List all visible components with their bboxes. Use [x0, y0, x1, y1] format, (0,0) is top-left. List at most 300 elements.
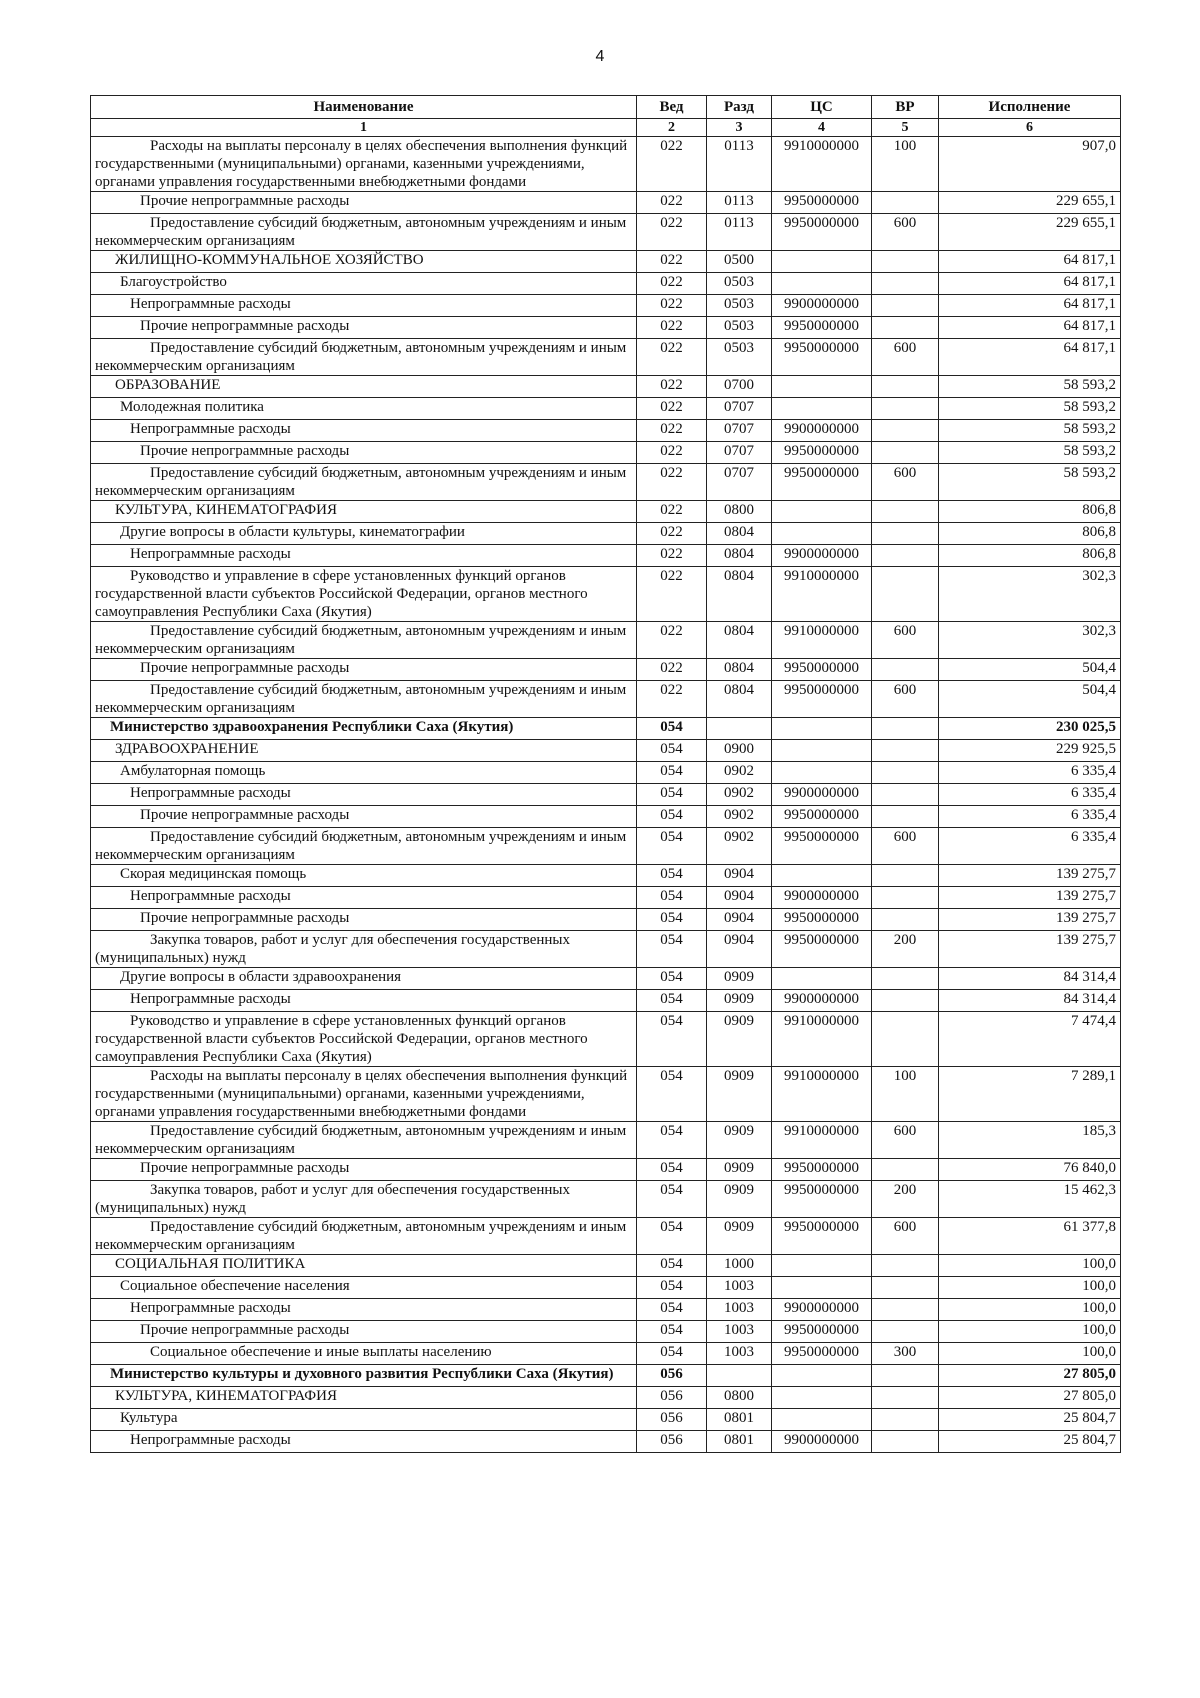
- cell-amount: 229 655,1: [939, 192, 1121, 214]
- cell-ved: 054: [637, 1012, 707, 1067]
- cell-amount: 7 474,4: [939, 1012, 1121, 1067]
- cell-razd: [707, 718, 772, 740]
- cell-cs: [772, 501, 872, 523]
- cell-name: Прочие непрограммные расходы: [91, 442, 637, 464]
- header-row: [91, 96, 1121, 119]
- cell-ved: 054: [637, 1122, 707, 1159]
- cell-name: Министерство здравоохранения Республики Саха (Якутия): [91, 718, 637, 740]
- cell-amount: 139 275,7: [939, 931, 1121, 968]
- header-name: Наименование: [91, 96, 637, 119]
- cell-name: КУЛЬТУРА, КИНЕМАТОГРАФИЯ: [91, 501, 637, 523]
- cell-ved: 054: [637, 806, 707, 828]
- cell-vr: [872, 1159, 939, 1181]
- header-vr: ВР: [872, 96, 939, 119]
- cell-razd: 0707: [707, 442, 772, 464]
- cell-name: Прочие непрограммные расходы: [91, 659, 637, 681]
- cell-razd: 0909: [707, 990, 772, 1012]
- cell-name: Другие вопросы в области здравоохранения: [91, 968, 637, 990]
- cell-name: СОЦИАЛЬНАЯ ПОЛИТИКА: [91, 1255, 637, 1277]
- cell-vr: [872, 251, 939, 273]
- cell-vr: [872, 501, 939, 523]
- cell-ved: 022: [637, 567, 707, 622]
- cell-razd: 0804: [707, 622, 772, 659]
- cell-ved: 022: [637, 659, 707, 681]
- table-row: [91, 1218, 1121, 1255]
- cell-name: Министерство культуры и духовного развития Республики Саха (Якутия): [91, 1365, 637, 1387]
- cell-cs: 9910000000: [772, 137, 872, 192]
- table-row: [91, 376, 1121, 398]
- cell-vr: 600: [872, 1122, 939, 1159]
- cell-razd: 0800: [707, 1387, 772, 1409]
- cell-name: Непрограммные расходы: [91, 1299, 637, 1321]
- table-row: [91, 464, 1121, 501]
- cell-amount: 7 289,1: [939, 1067, 1121, 1122]
- cell-vr: [872, 784, 939, 806]
- cell-cs: [772, 1409, 872, 1431]
- page-number: 4: [595, 48, 605, 65]
- cell-cs: [772, 398, 872, 420]
- cell-amount: 6 335,4: [939, 762, 1121, 784]
- cell-vr: 600: [872, 622, 939, 659]
- cell-vr: 600: [872, 1218, 939, 1255]
- table-row: [91, 1321, 1121, 1343]
- table-row: [91, 317, 1121, 339]
- cell-razd: 0909: [707, 1218, 772, 1255]
- cell-amount: 64 817,1: [939, 317, 1121, 339]
- cell-vr: 600: [872, 464, 939, 501]
- cell-cs: 9950000000: [772, 464, 872, 501]
- table-row: [91, 1343, 1121, 1365]
- cell-ved: 054: [637, 1067, 707, 1122]
- cell-name: Молодежная политика: [91, 398, 637, 420]
- cell-vr: 300: [872, 1343, 939, 1365]
- cell-vr: [872, 1409, 939, 1431]
- cell-amount: 27 805,0: [939, 1365, 1121, 1387]
- table-row: [91, 1122, 1121, 1159]
- cell-name: ОБРАЗОВАНИЕ: [91, 376, 637, 398]
- cell-vr: [872, 295, 939, 317]
- cell-vr: 600: [872, 828, 939, 865]
- cell-razd: 0503: [707, 295, 772, 317]
- cell-razd: 0902: [707, 828, 772, 865]
- cell-amount: 100,0: [939, 1255, 1121, 1277]
- cell-amount: 64 817,1: [939, 339, 1121, 376]
- table-row: [91, 762, 1121, 784]
- cell-cs: [772, 1255, 872, 1277]
- cell-cs: 9900000000: [772, 784, 872, 806]
- table-row: [91, 784, 1121, 806]
- cell-ved: 054: [637, 1299, 707, 1321]
- cell-ved: 054: [637, 1277, 707, 1299]
- cell-razd: 0902: [707, 806, 772, 828]
- cell-razd: 0503: [707, 273, 772, 295]
- cell-cs: [772, 1387, 872, 1409]
- table-row: [91, 622, 1121, 659]
- cell-cs: 9900000000: [772, 1299, 872, 1321]
- cell-razd: 0909: [707, 1012, 772, 1067]
- table-row: [91, 1365, 1121, 1387]
- cell-amount: 302,3: [939, 567, 1121, 622]
- cell-name: Предоставление субсидий бюджетным, автономным учреждениям и иным некоммерческим организациям: [91, 828, 637, 865]
- cell-vr: [872, 806, 939, 828]
- cell-vr: [872, 762, 939, 784]
- cell-name: Предоставление субсидий бюджетным, автономным учреждениям и иным некоммерческим организациям: [91, 214, 637, 251]
- cell-vr: 100: [872, 137, 939, 192]
- cell-vr: 100: [872, 1067, 939, 1122]
- table-row: [91, 398, 1121, 420]
- cell-razd: 0707: [707, 398, 772, 420]
- cell-amount: 84 314,4: [939, 968, 1121, 990]
- cell-cs: 9900000000: [772, 1431, 872, 1453]
- cell-amount: 6 335,4: [939, 784, 1121, 806]
- cell-name: Социальное обеспечение населения: [91, 1277, 637, 1299]
- table-row: [91, 567, 1121, 622]
- cell-ved: 054: [637, 740, 707, 762]
- cell-name: Руководство и управление в сфере установленных функций органов государственной власти субъектов Российской Федерации, органов местного самоуправления Республики Саха (Якутия): [91, 567, 637, 622]
- cell-vr: [872, 1431, 939, 1453]
- table-row: [91, 681, 1121, 718]
- cell-cs: 9900000000: [772, 420, 872, 442]
- cell-name: Расходы на выплаты персоналу в целях обеспечения выполнения функций государственными (муниципальными) органами, казенными учреждениями, органами управления государственными внебюджетными фондами: [91, 137, 637, 192]
- cell-amount: 100,0: [939, 1277, 1121, 1299]
- cell-vr: [872, 740, 939, 762]
- cell-name: Непрограммные расходы: [91, 990, 637, 1012]
- cell-vr: 200: [872, 1181, 939, 1218]
- cell-vr: [872, 909, 939, 931]
- cell-ved: 022: [637, 442, 707, 464]
- cell-razd: 0904: [707, 931, 772, 968]
- cell-amount: 139 275,7: [939, 909, 1121, 931]
- cell-ved: 022: [637, 523, 707, 545]
- cell-amount: 229 655,1: [939, 214, 1121, 251]
- cell-vr: 600: [872, 339, 939, 376]
- cell-ved: 022: [637, 398, 707, 420]
- cell-ved: 056: [637, 1387, 707, 1409]
- table-row: [91, 828, 1121, 865]
- cell-ved: 022: [637, 339, 707, 376]
- cell-razd: 0804: [707, 659, 772, 681]
- cell-ved: 022: [637, 192, 707, 214]
- table-row: [91, 501, 1121, 523]
- cell-amount: 139 275,7: [939, 887, 1121, 909]
- header-index: 1: [91, 119, 637, 137]
- cell-razd: 0801: [707, 1409, 772, 1431]
- header-index: 2: [637, 119, 707, 137]
- cell-amount: 76 840,0: [939, 1159, 1121, 1181]
- header-cs: ЦС: [772, 96, 872, 119]
- cell-ved: 056: [637, 1365, 707, 1387]
- cell-amount: 504,4: [939, 659, 1121, 681]
- table-row: [91, 1181, 1121, 1218]
- cell-name: ЖИЛИЩНО-КОММУНАЛЬНОЕ ХОЗЯЙСТВО: [91, 251, 637, 273]
- cell-razd: 0113: [707, 137, 772, 192]
- cell-vr: [872, 718, 939, 740]
- cell-name: Непрограммные расходы: [91, 420, 637, 442]
- cell-amount: 806,8: [939, 545, 1121, 567]
- cell-vr: [872, 1387, 939, 1409]
- cell-amount: 139 275,7: [939, 865, 1121, 887]
- cell-cs: 9950000000: [772, 1218, 872, 1255]
- cell-ved: 054: [637, 968, 707, 990]
- cell-cs: 9950000000: [772, 317, 872, 339]
- cell-razd: 0800: [707, 501, 772, 523]
- cell-cs: [772, 762, 872, 784]
- cell-vr: 200: [872, 931, 939, 968]
- cell-amount: 806,8: [939, 501, 1121, 523]
- cell-name: Прочие непрограммные расходы: [91, 192, 637, 214]
- cell-name: Предоставление субсидий бюджетным, автономным учреждениям и иным некоммерческим организациям: [91, 622, 637, 659]
- cell-name: Предоставление субсидий бюджетным, автономным учреждениям и иным некоммерческим организациям: [91, 681, 637, 718]
- cell-razd: 0503: [707, 317, 772, 339]
- cell-cs: 9950000000: [772, 442, 872, 464]
- cell-amount: 100,0: [939, 1321, 1121, 1343]
- table-row: [91, 740, 1121, 762]
- cell-amount: 806,8: [939, 523, 1121, 545]
- cell-cs: 9950000000: [772, 681, 872, 718]
- cell-razd: 1000: [707, 1255, 772, 1277]
- cell-cs: 9910000000: [772, 622, 872, 659]
- cell-ved: 054: [637, 865, 707, 887]
- cell-razd: [707, 1365, 772, 1387]
- cell-vr: [872, 273, 939, 295]
- cell-vr: [872, 545, 939, 567]
- header-index: 5: [872, 119, 939, 137]
- table-row: [91, 1159, 1121, 1181]
- cell-cs: 9900000000: [772, 887, 872, 909]
- cell-cs: 9950000000: [772, 192, 872, 214]
- cell-amount: 100,0: [939, 1299, 1121, 1321]
- cell-vr: [872, 865, 939, 887]
- cell-name: Культура: [91, 1409, 637, 1431]
- cell-razd: 0804: [707, 681, 772, 718]
- table-row: [91, 865, 1121, 887]
- cell-amount: 100,0: [939, 1343, 1121, 1365]
- cell-name: Другие вопросы в области культуры, кинематографии: [91, 523, 637, 545]
- cell-amount: 6 335,4: [939, 806, 1121, 828]
- cell-cs: 9910000000: [772, 1122, 872, 1159]
- table-row: [91, 273, 1121, 295]
- cell-cs: 9910000000: [772, 1067, 872, 1122]
- header-index: 3: [707, 119, 772, 137]
- table-row: [91, 545, 1121, 567]
- cell-cs: [772, 1277, 872, 1299]
- cell-ved: 054: [637, 828, 707, 865]
- cell-vr: 600: [872, 681, 939, 718]
- cell-amount: 27 805,0: [939, 1387, 1121, 1409]
- header-amount: Исполнение: [939, 96, 1121, 119]
- cell-ved: 022: [637, 464, 707, 501]
- table-row: [91, 192, 1121, 214]
- cell-name: Непрограммные расходы: [91, 545, 637, 567]
- cell-amount: 84 314,4: [939, 990, 1121, 1012]
- cell-name: Прочие непрограммные расходы: [91, 1321, 637, 1343]
- cell-cs: 9910000000: [772, 1012, 872, 1067]
- table-row: [91, 1387, 1121, 1409]
- cell-razd: 1003: [707, 1343, 772, 1365]
- cell-vr: [872, 420, 939, 442]
- cell-name: Предоставление субсидий бюджетным, автономным учреждениям и иным некоммерческим организациям: [91, 339, 637, 376]
- cell-razd: 1003: [707, 1277, 772, 1299]
- table-row: [91, 523, 1121, 545]
- cell-ved: 022: [637, 137, 707, 192]
- cell-ved: 054: [637, 1181, 707, 1218]
- cell-name: Непрограммные расходы: [91, 887, 637, 909]
- cell-ved: 054: [637, 887, 707, 909]
- table-row: [91, 442, 1121, 464]
- table-row: [91, 214, 1121, 251]
- cell-ved: 022: [637, 214, 707, 251]
- cell-razd: 0113: [707, 214, 772, 251]
- cell-ved: 022: [637, 545, 707, 567]
- table-row: [91, 887, 1121, 909]
- cell-cs: 9950000000: [772, 1159, 872, 1181]
- cell-name: Непрограммные расходы: [91, 295, 637, 317]
- table-row: [91, 931, 1121, 968]
- cell-cs: [772, 968, 872, 990]
- cell-amount: 64 817,1: [939, 295, 1121, 317]
- cell-name: Предоставление субсидий бюджетным, автономным учреждениям и иным некоммерческим организациям: [91, 1218, 637, 1255]
- cell-vr: [872, 1012, 939, 1067]
- cell-vr: [872, 376, 939, 398]
- cell-cs: [772, 1365, 872, 1387]
- table-body: [91, 137, 1121, 1453]
- cell-amount: 907,0: [939, 137, 1121, 192]
- cell-ved: 054: [637, 990, 707, 1012]
- cell-name: ЗДРАВООХРАНЕНИЕ: [91, 740, 637, 762]
- cell-cs: 9950000000: [772, 931, 872, 968]
- table-row: [91, 1277, 1121, 1299]
- cell-name: Закупка товаров, работ и услуг для обеспечения государственных (муниципальных) нужд: [91, 931, 637, 968]
- cell-amount: 58 593,2: [939, 442, 1121, 464]
- cell-cs: [772, 740, 872, 762]
- cell-ved: 054: [637, 1218, 707, 1255]
- cell-ved: 022: [637, 420, 707, 442]
- cell-ved: 054: [637, 1159, 707, 1181]
- cell-name: Амбулаторная помощь: [91, 762, 637, 784]
- cell-amount: 25 804,7: [939, 1409, 1121, 1431]
- cell-vr: [872, 887, 939, 909]
- cell-cs: [772, 251, 872, 273]
- cell-name: Закупка товаров, работ и услуг для обеспечения государственных (муниципальных) нужд: [91, 1181, 637, 1218]
- cell-amount: 61 377,8: [939, 1218, 1121, 1255]
- cell-name: Прочие непрограммные расходы: [91, 909, 637, 931]
- cell-razd: 0804: [707, 545, 772, 567]
- table-row: [91, 659, 1121, 681]
- table-row: [91, 990, 1121, 1012]
- cell-name: Благоустройство: [91, 273, 637, 295]
- cell-name: Скорая медицинская помощь: [91, 865, 637, 887]
- table-row: [91, 718, 1121, 740]
- cell-cs: 9950000000: [772, 909, 872, 931]
- cell-amount: 58 593,2: [939, 420, 1121, 442]
- cell-razd: 0113: [707, 192, 772, 214]
- cell-razd: 0904: [707, 909, 772, 931]
- cell-vr: [872, 567, 939, 622]
- header-ved: Вед: [637, 96, 707, 119]
- cell-ved: 022: [637, 273, 707, 295]
- cell-razd: 0700: [707, 376, 772, 398]
- table-row: [91, 420, 1121, 442]
- cell-amount: 15 462,3: [939, 1181, 1121, 1218]
- cell-ved: 054: [637, 784, 707, 806]
- cell-razd: 0909: [707, 1159, 772, 1181]
- table-row: [91, 968, 1121, 990]
- header-index: 6: [939, 119, 1121, 137]
- table-row: [91, 806, 1121, 828]
- cell-vr: [872, 990, 939, 1012]
- cell-cs: [772, 718, 872, 740]
- cell-amount: 504,4: [939, 681, 1121, 718]
- cell-ved: 054: [637, 909, 707, 931]
- cell-amount: 58 593,2: [939, 376, 1121, 398]
- table-row: [91, 339, 1121, 376]
- cell-amount: 64 817,1: [939, 273, 1121, 295]
- cell-razd: 0804: [707, 523, 772, 545]
- cell-ved: 022: [637, 317, 707, 339]
- cell-ved: 054: [637, 1255, 707, 1277]
- cell-vr: [872, 1365, 939, 1387]
- cell-vr: [872, 442, 939, 464]
- cell-razd: 0909: [707, 1181, 772, 1218]
- cell-amount: 25 804,7: [939, 1431, 1121, 1453]
- cell-amount: 64 817,1: [939, 251, 1121, 273]
- cell-cs: [772, 376, 872, 398]
- cell-ved: 054: [637, 931, 707, 968]
- cell-vr: [872, 659, 939, 681]
- cell-razd: 0500: [707, 251, 772, 273]
- cell-name: Непрограммные расходы: [91, 784, 637, 806]
- cell-razd: 0909: [707, 1067, 772, 1122]
- cell-vr: [872, 968, 939, 990]
- cell-ved: 054: [637, 1321, 707, 1343]
- cell-razd: 0909: [707, 1122, 772, 1159]
- cell-cs: 9900000000: [772, 295, 872, 317]
- table-row: [91, 1299, 1121, 1321]
- cell-cs: 9950000000: [772, 214, 872, 251]
- cell-ved: 022: [637, 376, 707, 398]
- cell-name: Социальное обеспечение и иные выплаты населению: [91, 1343, 637, 1365]
- cell-razd: 0900: [707, 740, 772, 762]
- cell-vr: [872, 192, 939, 214]
- cell-vr: [872, 1277, 939, 1299]
- cell-name: Прочие непрограммные расходы: [91, 806, 637, 828]
- cell-vr: 600: [872, 214, 939, 251]
- cell-ved: 054: [637, 718, 707, 740]
- cell-amount: 185,3: [939, 1122, 1121, 1159]
- table-row: [91, 1067, 1121, 1122]
- cell-razd: 1003: [707, 1299, 772, 1321]
- cell-cs: 9950000000: [772, 1343, 872, 1365]
- cell-cs: 9950000000: [772, 806, 872, 828]
- cell-razd: 0909: [707, 968, 772, 990]
- cell-cs: [772, 273, 872, 295]
- table-row: [91, 909, 1121, 931]
- cell-razd: 0904: [707, 865, 772, 887]
- cell-cs: 9950000000: [772, 828, 872, 865]
- cell-name: Прочие непрограммные расходы: [91, 317, 637, 339]
- cell-name: Руководство и управление в сфере установленных функций органов государственной власти субъектов Российской Федерации, органов местного самоуправления Республики Саха (Якутия): [91, 1012, 637, 1067]
- cell-ved: 022: [637, 501, 707, 523]
- table-row: [91, 1012, 1121, 1067]
- cell-razd: 0902: [707, 784, 772, 806]
- header-index: 4: [772, 119, 872, 137]
- cell-name: Предоставление субсидий бюджетным, автономным учреждениям и иным некоммерческим организациям: [91, 1122, 637, 1159]
- table-row: [91, 295, 1121, 317]
- cell-ved: 022: [637, 681, 707, 718]
- header-razd: Разд: [707, 96, 772, 119]
- cell-ved: 056: [637, 1431, 707, 1453]
- cell-vr: [872, 317, 939, 339]
